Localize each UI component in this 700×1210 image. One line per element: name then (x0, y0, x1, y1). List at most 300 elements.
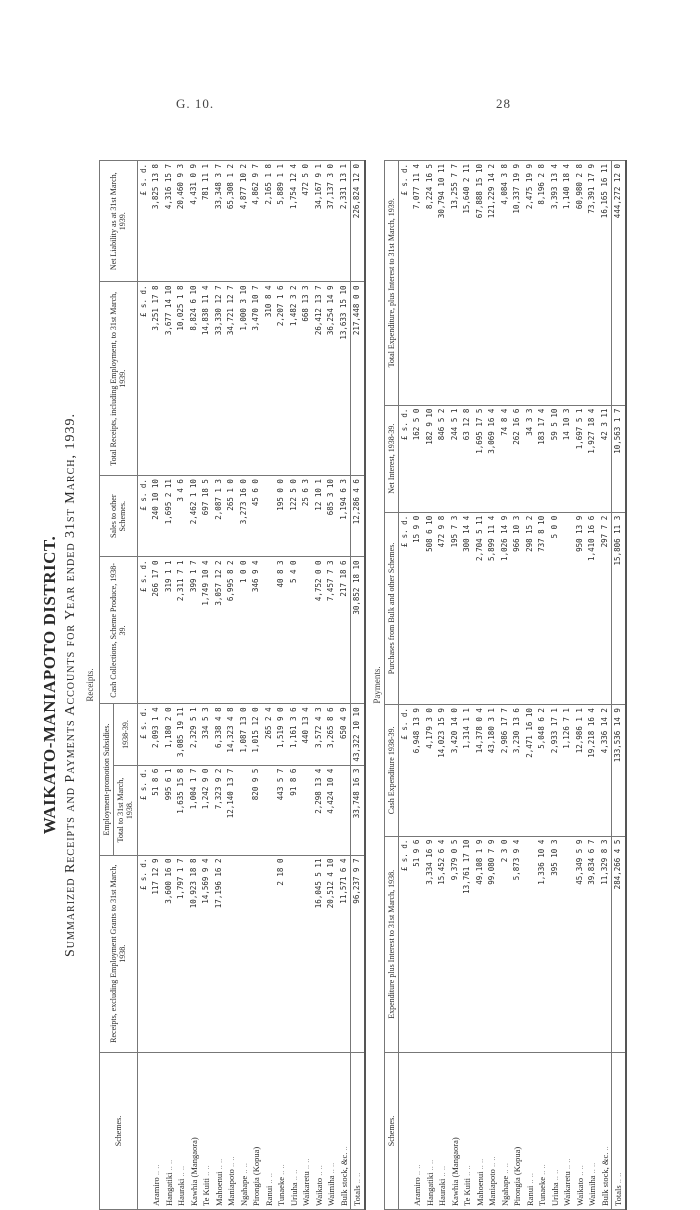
leader-dots: .. .. (412, 1164, 423, 1178)
amount-cell: 1,015 12 0 (250, 704, 263, 765)
leader-dots: .. .. (524, 1172, 535, 1186)
leader-dots: .. (599, 1146, 610, 1153)
table-row (499, 161, 512, 1210)
page-number: 28 (496, 96, 511, 111)
amount-cell: 34 3 3 (524, 405, 537, 512)
table-row (461, 161, 474, 1210)
scheme-label: Ranui (524, 1185, 535, 1206)
amount-cell: 12 10 1 (313, 476, 326, 557)
unit-label: £ s. d. (137, 476, 150, 557)
col-cash-collections: Cash Collections, Scheme Produce, 1938-39. (100, 557, 138, 704)
scheme-label: Mahoenui (474, 1171, 485, 1206)
total-cell: 96,237 9 7 (351, 855, 365, 1052)
amount-cell: 195 7 3 (449, 512, 462, 704)
totals-row (612, 161, 626, 1210)
amount-cell: 3,470 10 7 (250, 282, 263, 476)
leader-dots: .. .. (226, 1156, 237, 1170)
amount-cell: 3,265 8 6 (325, 704, 338, 765)
amount-cell: 217 18 6 (338, 557, 351, 704)
amount-cell: 15,640 2 11 (461, 161, 474, 406)
amount-cell: 15,452 6 4 (436, 836, 449, 1052)
amount-cell: 99,080 7 9 (486, 836, 499, 1052)
amount-cell: 1,314 1 1 (461, 705, 474, 837)
table-row (549, 161, 562, 1210)
total-cell: 15,806 11 3 (612, 512, 626, 704)
amount-cell: 1,695 2 11 (163, 476, 176, 557)
amount-cell: 2,329 5 1 (188, 704, 201, 765)
scheme-label: Uriuha (549, 1182, 560, 1206)
totals-text: Totals (613, 1185, 624, 1206)
amount-cell: 14 10 3 (561, 405, 574, 512)
amount-cell: 3,334 16 9 (424, 836, 437, 1052)
col-total-receipts: Total Receipts, including Employment, to 31st March, 1939. (100, 282, 138, 476)
amount-cell: 3,572 4 3 (313, 704, 326, 765)
leader-dots: .. .. (437, 1165, 448, 1179)
amount-cell: 121,229 14 2 (486, 161, 499, 406)
amount-cell: 1 0 0 (238, 557, 251, 704)
amount-cell: 443 5 7 (275, 765, 288, 855)
amount-cell: 4,336 14 2 (599, 705, 612, 837)
amount-cell: 4,877 10 2 (238, 161, 251, 282)
scheme-label: Hangatiki (163, 1172, 174, 1206)
amount-cell (263, 476, 276, 557)
amount-cell: 14,378 0 4 (474, 705, 487, 837)
amount-cell: 45 6 0 (250, 476, 263, 557)
scheme-label: Waikato (313, 1177, 324, 1206)
unit-label: £ s. d. (137, 557, 150, 704)
units-blank (398, 1053, 411, 1210)
unit-label: £ s. d. (398, 836, 411, 1052)
scheme-name (461, 1053, 474, 1210)
amount-cell: 183 17 4 (536, 405, 549, 512)
leader-dots: .. .. (288, 1169, 299, 1183)
amount-cell (338, 765, 351, 855)
amount-cell: 1,749 10 4 (200, 557, 213, 704)
amount-cell: 39,834 6 7 (586, 836, 599, 1052)
amount-cell: 10,025 1 8 (175, 282, 188, 476)
table-row (275, 161, 288, 1210)
totals-label (612, 1053, 626, 1210)
scheme-label: Pirongia (Kopua) (251, 1146, 262, 1206)
amount-cell: 5,889 1 1 (275, 161, 288, 282)
amount-cell: 14,838 11 4 (200, 282, 213, 476)
table-row (599, 161, 612, 1210)
amount-cell: 11,329 8 3 (599, 836, 612, 1052)
amount-cell: 8,224 16 5 (424, 161, 437, 406)
amount-cell: 668 13 3 (300, 282, 313, 476)
amount-cell: 7,457 7 3 (325, 557, 338, 704)
amount-cell: 2,986 17 7 (499, 705, 512, 837)
scheme-name (449, 1053, 462, 1210)
amount-cell: 13,761 17 10 (461, 836, 474, 1052)
unit-label: £ s. d. (398, 705, 411, 837)
amount-cell: 6,948 13 9 (411, 705, 424, 837)
scheme-label: Waikaretu (301, 1171, 312, 1206)
total-cell: 33,748 16 3 (351, 765, 365, 855)
col-schemes: Schemes. (100, 1053, 138, 1210)
amount-cell: 346 9 4 (250, 557, 263, 704)
scheme-name (561, 1053, 574, 1210)
leader-dots: .. .. (301, 1158, 312, 1172)
amount-cell: 1,336 10 4 (536, 836, 549, 1052)
amount-cell: 33,348 3 7 (213, 161, 226, 282)
amount-cell: 298 15 2 (524, 512, 537, 704)
col-emp-total: Total to 31st March, 1938. (114, 765, 137, 855)
scheme-label: Tunaeke (276, 1177, 287, 1206)
amount-cell: 440 13 4 (300, 704, 313, 765)
amount-cell: 30,794 10 11 (436, 161, 449, 406)
table-row (436, 161, 449, 1210)
leader-dots: .. .. (424, 1159, 435, 1173)
amount-cell: 162 5 0 (411, 405, 424, 512)
total-cell: 217,448 0 0 (351, 282, 365, 476)
leader-dots: .. .. (499, 1163, 510, 1176)
col-net-liability: Net Liability as at 31st March, 1939. (100, 161, 138, 282)
leader-dots: .. .. (276, 1164, 287, 1178)
table-row (150, 161, 163, 1210)
amount-cell: 1,242 9 0 (200, 765, 213, 855)
amount-cell: 1,194 6 3 (338, 476, 351, 557)
col-total-expenditure: Total Expenditure, plus Interest to 31st March, 1939. (384, 161, 398, 406)
amount-cell: 10,923 18 8 (188, 855, 201, 1052)
amount-cell (300, 855, 313, 1052)
leader-dots: .. .. (462, 1165, 473, 1179)
total-cell: 226,824 12 0 (351, 161, 365, 282)
leader-dots: .. .. (238, 1163, 249, 1176)
amount-cell: 122 5 0 (288, 476, 301, 557)
scheme-label: Ngahape (238, 1175, 249, 1206)
scheme-name (313, 1053, 326, 1210)
amount-cell: 13,255 7 7 (449, 161, 462, 406)
amount-cell: 399 1 7 (188, 557, 201, 704)
amount-cell: 508 6 10 (424, 512, 437, 704)
payments-caption: Payments. (371, 666, 382, 704)
amount-cell (561, 512, 574, 704)
amount-cell: 1,754 12 4 (288, 161, 301, 282)
table-row (411, 161, 424, 1210)
amount-cell: 59 5 10 (549, 405, 562, 512)
scheme-name (599, 1053, 612, 1210)
table-row (263, 161, 276, 1210)
amount-cell: 262 16 6 (511, 405, 524, 512)
scheme-name (263, 1053, 276, 1210)
amount-cell: 1,180 2 0 (163, 704, 176, 765)
receipts-body (137, 161, 365, 1210)
amount-cell: 51 9 6 (411, 836, 424, 1052)
amount-cell: 17,196 16 2 (213, 855, 226, 1052)
amount-cell: 3,825 13 8 (150, 161, 163, 282)
scheme-name (424, 1053, 437, 1210)
leader-dots: .. .. (263, 1172, 274, 1186)
amount-cell: 966 10 3 (511, 512, 524, 704)
amount-cell: 3,057 12 2 (213, 557, 226, 704)
table-row (486, 161, 499, 1210)
unit-label: £ s. d. (137, 855, 150, 1052)
table-row (574, 161, 587, 1210)
scheme-name (586, 1053, 599, 1210)
amount-cell: 67,888 15 10 (474, 161, 487, 406)
leader-dots: .. .. (352, 1172, 363, 1186)
scheme-name (338, 1053, 351, 1210)
scheme-label: Tunaeke (537, 1177, 548, 1206)
leader-dots: .. .. (163, 1159, 174, 1173)
table-row (449, 161, 462, 1210)
scheme-label: Waimiha (326, 1175, 337, 1206)
col-emp-group: Employment-promotion Subsidies. (100, 704, 114, 855)
amount-cell: 2,462 1 10 (188, 476, 201, 557)
table-row (524, 161, 537, 1210)
receipts-caption: Receipts. (85, 668, 95, 702)
scheme-name (511, 1053, 524, 1210)
leader-dots: .. .. (587, 1162, 598, 1176)
scheme-name (213, 1053, 226, 1210)
scheme-label: Maniapoto (487, 1169, 498, 1206)
amount-cell: 49,108 1 9 (474, 836, 487, 1052)
amount-cell: 42 3 11 (599, 405, 612, 512)
scheme-label: Bulk stock, &c. (338, 1152, 349, 1206)
amount-cell (300, 557, 313, 704)
amount-cell: 2,093 1 4 (150, 704, 163, 765)
receipts-table (99, 160, 366, 1210)
amount-cell: 51 8 6 (150, 765, 163, 855)
total-cell: 30,852 18 10 (351, 557, 365, 704)
table-row (250, 161, 263, 1210)
amount-cell: 846 5 2 (436, 405, 449, 512)
payments-body (398, 161, 626, 1210)
amount-cell: 1,410 16 6 (586, 512, 599, 704)
amount-cell: 34,167 9 1 (313, 161, 326, 282)
table-row (474, 161, 487, 1210)
leader-dots: .. (338, 1146, 349, 1153)
scheme-label: Kawhia (Mangaora) (449, 1137, 460, 1206)
amount-cell (238, 855, 251, 1052)
unit-label: £ s. d. (398, 405, 411, 512)
scheme-label: Hangatiki (424, 1172, 435, 1206)
scheme-label: Hauraki (437, 1178, 448, 1206)
leader-dots: .. .. (537, 1164, 548, 1178)
col-purchases: Purchases from Bulk and other Schemes. (384, 512, 398, 704)
amount-cell: 14,023 15 9 (436, 705, 449, 837)
scheme-name (175, 1053, 188, 1210)
table-row (586, 161, 599, 1210)
amount-cell: 1,161 3 6 (288, 704, 301, 765)
table-row (536, 161, 549, 1210)
amount-cell: 4,752 0 0 (313, 557, 326, 704)
scheme-label: Kawhia (Mangaora) (188, 1137, 199, 1206)
col-sales: Sales to other Schemes. (100, 476, 138, 557)
amount-cell: 5 4 0 (288, 557, 301, 704)
totals-text: Totals (352, 1185, 363, 1206)
amount-cell: 3,230 13 6 (511, 705, 524, 837)
leader-dots: .. .. (574, 1165, 585, 1178)
amount-cell: 117 12 9 (150, 855, 163, 1052)
col-net-interest: Net Interest, 1938-39. (384, 405, 398, 512)
amount-cell: 265 1 0 (225, 476, 238, 557)
leader-dots: .. .. (474, 1158, 485, 1172)
amount-cell: 1,695 17 5 (474, 405, 487, 512)
scheme-name (275, 1053, 288, 1210)
amount-cell: 7,323 9 2 (213, 765, 226, 855)
document-subtitle: Summarized Receipts and Payments Accounts for Year ended 31st March, 1939. (63, 413, 78, 957)
amount-cell: 19,218 16 4 (586, 705, 599, 837)
amount-cell: 1,519 9 0 (275, 704, 288, 765)
scheme-label: Aramiro (151, 1177, 162, 1206)
total-cell: 43,322 10 10 (351, 704, 365, 765)
scheme-label: Pirongia (Kopua) (512, 1146, 523, 1206)
amount-cell: 11,571 6 4 (338, 855, 351, 1052)
amount-cell: 472 9 8 (436, 512, 449, 704)
amount-cell: 5,048 6 2 (536, 705, 549, 837)
scheme-name (436, 1053, 449, 1210)
amount-cell: 300 14 4 (461, 512, 474, 704)
amount-cell: 297 7 2 (599, 512, 612, 704)
leader-dots: .. .. (549, 1169, 560, 1183)
scheme-label: Waimiha (587, 1175, 598, 1206)
unit-label: £ s. d. (398, 512, 411, 704)
scheme-name (574, 1053, 587, 1210)
document-title: WAIKATO-MANIAPOTO DISTRICT. (40, 535, 59, 835)
amount-cell: 4,179 3 0 (424, 705, 437, 837)
amount-cell: 195 0 0 (275, 476, 288, 557)
unit-label: £ s. d. (137, 161, 150, 282)
amount-cell: 1,087 13 0 (238, 704, 251, 765)
amount-cell: 2,165 1 8 (263, 161, 276, 282)
amount-cell: 34,721 12 7 (225, 282, 238, 476)
scheme-name (188, 1053, 201, 1210)
scheme-name (325, 1053, 338, 1210)
scheme-name (200, 1053, 213, 1210)
leader-dots: .. .. (562, 1158, 573, 1172)
amount-cell: 45,349 5 9 (574, 836, 587, 1052)
amount-cell: 3,677 14 10 (163, 282, 176, 476)
scheme-label: Bulk stock, &c. (599, 1152, 610, 1206)
table-row (200, 161, 213, 1210)
amount-cell: 4,424 10 4 (325, 765, 338, 855)
amount-cell: 60,980 2 8 (574, 161, 587, 406)
total-cell: 10,563 1 7 (612, 405, 626, 512)
amount-cell: 91 8 6 (288, 765, 301, 855)
leader-dots: .. .. (613, 1172, 624, 1186)
leader-dots: .. .. (151, 1164, 162, 1178)
amount-cell: 737 8 10 (536, 512, 549, 704)
unit-label: £ s. d. (137, 765, 150, 855)
amount-cell (238, 765, 251, 855)
leader-dots: .. .. (176, 1165, 187, 1179)
scheme-name (411, 1053, 424, 1210)
scheme-label: Te Kuiti (201, 1178, 212, 1206)
table-row (325, 161, 338, 1210)
amount-cell: 697 18 5 (200, 476, 213, 557)
col-schemes: Schemes. (384, 1053, 398, 1210)
amount-cell (225, 855, 238, 1052)
amount-cell: 265 2 4 (263, 704, 276, 765)
amount-cell: 2,933 17 1 (549, 705, 562, 837)
amount-cell: 472 5 0 (300, 161, 313, 282)
leader-dots: .. .. (213, 1158, 224, 1172)
amount-cell: 3,273 16 0 (238, 476, 251, 557)
amount-cell: 2,471 16 10 (524, 705, 537, 837)
amount-cell: 319 1 1 (163, 557, 176, 704)
scheme-name (524, 1053, 537, 1210)
amount-cell: 15 9 0 (411, 512, 424, 704)
scheme-name (549, 1053, 562, 1210)
scheme-label: Te Kuiti (462, 1178, 473, 1206)
leader-dots: .. .. (313, 1165, 324, 1178)
amount-cell: 244 5 1 (449, 405, 462, 512)
amount-cell: 266 17 0 (150, 557, 163, 704)
amount-cell: 5,873 9 4 (511, 836, 524, 1052)
totals-row (351, 161, 365, 1210)
table-row (225, 161, 238, 1210)
amount-cell: 7,077 11 4 (411, 161, 424, 406)
amount-cell: 2,704 5 11 (474, 512, 487, 704)
total-cell: 444,272 12 0 (612, 161, 626, 406)
scheme-label: Ngahape (499, 1175, 510, 1206)
scheme-name (163, 1053, 176, 1210)
leader-dots: .. .. (487, 1156, 498, 1170)
scheme-label: Maniapoto (226, 1169, 237, 1206)
amount-cell: 65,308 1 2 (225, 161, 238, 282)
scheme-name (150, 1053, 163, 1210)
amount-cell: 1,126 7 1 (561, 705, 574, 837)
scheme-name (486, 1053, 499, 1210)
amount-cell: 1,797 1 7 (175, 855, 188, 1052)
amount-cell: 4,862 9 7 (250, 161, 263, 282)
col-emp-1938: 1938-39. (114, 704, 137, 765)
amount-cell: 37,137 3 0 (325, 161, 338, 282)
scheme-label: Waikaretu (562, 1171, 573, 1206)
amount-cell: 995 6 1 (163, 765, 176, 855)
scheme-name (474, 1053, 487, 1210)
amount-cell: 3,420 14 0 (449, 705, 462, 837)
scheme-name (238, 1053, 251, 1210)
table-row (338, 161, 351, 1210)
amount-cell: 6,338 4 8 (213, 704, 226, 765)
amount-cell: 2,475 19 9 (524, 161, 537, 406)
amount-cell: 20,460 9 3 (175, 161, 188, 282)
amount-cell: 14,569 9 4 (200, 855, 213, 1052)
scheme-name (288, 1053, 301, 1210)
totals-label (351, 1053, 365, 1210)
scheme-name (250, 1053, 263, 1210)
amount-cell: 25 6 3 (300, 476, 313, 557)
amount-cell: 3,085 19 11 (175, 704, 188, 765)
amount-cell: 74 8 4 (499, 405, 512, 512)
amount-cell: 334 5 3 (200, 704, 213, 765)
amount-cell: 8,824 6 10 (188, 282, 201, 476)
amount-cell: 781 11 1 (200, 161, 213, 282)
units-row (398, 161, 411, 1210)
amount-cell: 1,004 1 7 (188, 765, 201, 855)
amount-cell: 240 10 10 (150, 476, 163, 557)
col-cash-expenditure: Cash Expenditure 1938-39. (384, 705, 398, 837)
amount-cell: 1,635 15 8 (175, 765, 188, 855)
amount-cell: 2 3 0 (499, 836, 512, 1052)
rotated-page-content (40, 160, 660, 1210)
amount-cell: 2,207 1 6 (275, 282, 288, 476)
payments-table (384, 160, 627, 1210)
amount-cell (263, 557, 276, 704)
amount-cell: 2 18 0 (275, 855, 288, 1052)
amount-cell: 4,316 15 7 (163, 161, 176, 282)
amount-cell: 63 12 8 (461, 405, 474, 512)
amount-cell: 3,393 13 4 (549, 161, 562, 406)
amount-cell: 4,084 3 8 (499, 161, 512, 406)
unit-label: £ s. d. (137, 282, 150, 476)
scheme-name (225, 1053, 238, 1210)
amount-cell: 5 0 0 (549, 512, 562, 704)
amount-cell: 12,986 1 1 (574, 705, 587, 837)
